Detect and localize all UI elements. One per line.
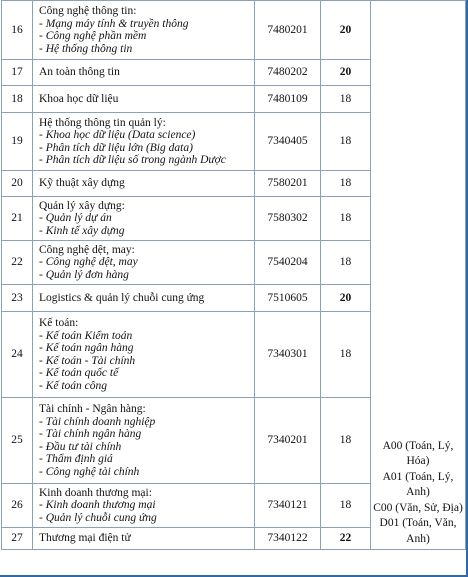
specialization-item: - Quản lý dự án — [39, 212, 112, 225]
major-code: 7340121 — [255, 484, 321, 528]
major-title: Khoa học dữ liệu — [39, 92, 119, 105]
specialization-item: - Kế toán - Tài chính — [39, 354, 136, 367]
major-name-cell — [33, 312, 255, 398]
specialization-item: - Phân tích dữ liệu lớn (Big data) — [39, 141, 193, 154]
specialization-item: - Kế toán công — [39, 379, 108, 392]
specialization-item: - Công nghệ dệt, may — [39, 256, 138, 269]
major-title: Công nghệ dệt, may: — [39, 243, 135, 256]
table-row — [2, 1, 466, 60]
row-number: 23 — [2, 285, 33, 312]
major-name-cell — [33, 241, 255, 285]
specialization-item: - Kinh doanh thương mại — [39, 499, 156, 512]
major-title: Công nghệ thông tin: — [39, 5, 137, 17]
min-score: 18 — [321, 86, 371, 113]
min-score: 18 — [321, 171, 371, 197]
major-name-cell — [33, 1, 255, 60]
major-name-cell — [33, 113, 255, 171]
row-number: 21 — [2, 197, 33, 241]
major-name-cell — [33, 285, 255, 312]
major-name-cell — [33, 60, 255, 86]
major-name-cell — [33, 528, 255, 550]
major-title: An toàn thông tin — [39, 66, 120, 79]
major-title: Kế toán: — [39, 317, 79, 329]
specialization-item: - Quản lý đơn hàng — [39, 268, 129, 281]
min-score: 18 — [321, 241, 371, 285]
row-number: 25 — [2, 398, 33, 484]
specialization-item: - Mạng máy tính & truyền thông — [39, 17, 189, 30]
specialization-item: - Kế toán Kiểm toán — [39, 329, 133, 342]
min-score: 18 — [321, 398, 371, 484]
subject-combinations — [371, 1, 466, 550]
major-title: Thương mại điện tử — [39, 532, 131, 545]
specialization-item: - Công nghệ tài chính — [39, 465, 140, 478]
specialization-item: - Quản lý chuỗi cung ứng — [39, 511, 157, 524]
major-name-cell — [33, 171, 255, 197]
row-number: 16 — [2, 1, 33, 60]
major-title: Logistics & quản lý chuỗi cung ứng — [39, 291, 205, 304]
specialization-item: - Tài chính ngân hàng — [39, 428, 142, 440]
min-score: 22 — [321, 528, 371, 550]
row-number: 27 — [2, 528, 33, 550]
major-code: 7340405 — [255, 113, 321, 171]
specialization-item: - Phân tích dữ liệu số trong ngành Dược — [39, 154, 226, 166]
admission-table — [1, 0, 466, 550]
major-code: 7480109 — [255, 86, 321, 113]
major-name-cell — [33, 86, 255, 113]
major-code: 7580302 — [255, 197, 321, 241]
min-score: 20 — [321, 60, 371, 86]
row-number: 19 — [2, 113, 33, 171]
min-score: 20 — [321, 1, 371, 60]
major-title: Hệ thống thông tin quản lý: — [39, 116, 166, 129]
major-code: 7340122 — [255, 528, 321, 550]
specialization-item: - Khoa học dữ liệu (Data science) — [39, 129, 196, 141]
row-number: 26 — [2, 484, 33, 528]
row-number: 24 — [2, 312, 33, 398]
combo-item: A01 (Toán, Lý, Anh) — [382, 470, 454, 498]
combo-item: D01 (Toán, Văn, Anh) — [379, 517, 457, 545]
row-number: 17 — [2, 60, 33, 86]
major-code: 7340201 — [255, 398, 321, 484]
major-name-cell — [33, 197, 255, 241]
specialization-item: - Đầu tư tài chính — [39, 440, 122, 453]
combo-item: C00 (Văn, Sử, Địa) — [373, 501, 463, 514]
min-score: 20 — [321, 285, 371, 312]
major-title: Tài chính - Ngân hàng: — [39, 403, 146, 415]
combo-item: A00 (Toán, Lý, Hóa) — [382, 439, 454, 467]
min-score: 18 — [321, 312, 371, 398]
specialization-item: - Kinh tế xây dựng — [39, 224, 125, 237]
major-title: Kỹ thuật xây dựng — [39, 177, 125, 190]
table-body — [2, 1, 466, 550]
major-title: Quản lý xây dựng: — [39, 199, 125, 212]
row-number: 22 — [2, 241, 33, 285]
row-number: 20 — [2, 171, 33, 197]
major-code: 7580201 — [255, 171, 321, 197]
major-code: 7480202 — [255, 60, 321, 86]
min-score: 18 — [321, 197, 371, 241]
major-name-cell — [33, 398, 255, 484]
specialization-item: - Kế toán quốc tế — [39, 367, 119, 379]
major-code: 7510605 — [255, 285, 321, 312]
major-code: 7480201 — [255, 1, 321, 60]
admission-table-frame — [1, 0, 465, 577]
specialization-item: - Hệ thống thông tin — [39, 42, 133, 55]
min-score: 18 — [321, 113, 371, 171]
major-code: 7340301 — [255, 312, 321, 398]
specialization-item: - Thẩm định giá — [39, 453, 113, 465]
specialization-item: - Công nghệ phần mềm — [39, 30, 147, 42]
specialization-item: - Kế toán ngân hàng — [39, 342, 134, 354]
min-score: 18 — [321, 484, 371, 528]
major-name-cell — [33, 484, 255, 528]
major-code: 7540204 — [255, 241, 321, 285]
row-number: 18 — [2, 86, 33, 113]
major-title: Kinh doanh thương mại: — [39, 486, 152, 499]
specialization-item: - Tài chính doanh nghiệp — [39, 415, 156, 428]
